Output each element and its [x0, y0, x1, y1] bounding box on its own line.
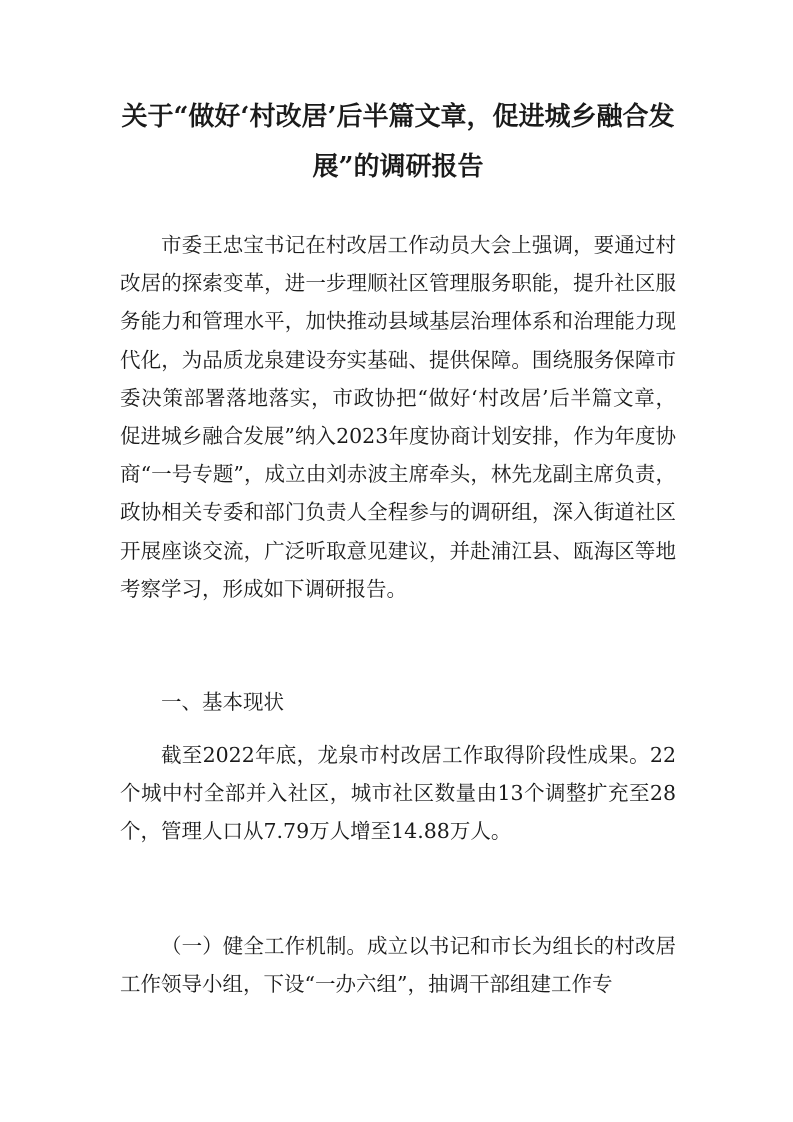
section-heading-basic-status: 一、基本现状 — [161, 690, 284, 714]
intro-paragraph: 市委王忠宝书记在村改居工作动员大会上强调，要通过村改居的探索变革，进一步理顺社区管理服务职能，提升社区服务能力和管理水平，加快推动县域基层治理体系和治理能力现代化，为品质龙泉建设夯实基础、提供保障。围绕服务保障市委决策部署落地落实，市政协把“做好‘村改居’后半篇文章，促进城乡融合发展”纳入2023年度协商计划安排，作为年度协商“一号专题”，成立由刘赤波主席牵头，林先龙副主席负责，政协相关专委和部门负责人全程参与的调研组，深入街道社区开展座谈交流，广泛听取意见建议，并赴浦江县、瓯海区等地考察学习，形成如下调研报告。 — [120, 233, 676, 601]
document-title: 关于“做好‘村改居’后半篇文章，促进城乡融合发展”的调研报告 — [121, 102, 675, 182]
mechanism-paragraph: （一）健全工作机制。成立以书记和市长为组长的村改居工作领导小组，下设“一办六组”，抽调干部组建工作专 — [120, 934, 676, 997]
status-paragraph: 截至2022年底，龙泉市村改居工作取得阶段性成果。22个城中村全部并入社区，城市社区数量由13个调整扩充至28个，管理人口从7.79万人增至14.88万人。 — [120, 743, 676, 844]
